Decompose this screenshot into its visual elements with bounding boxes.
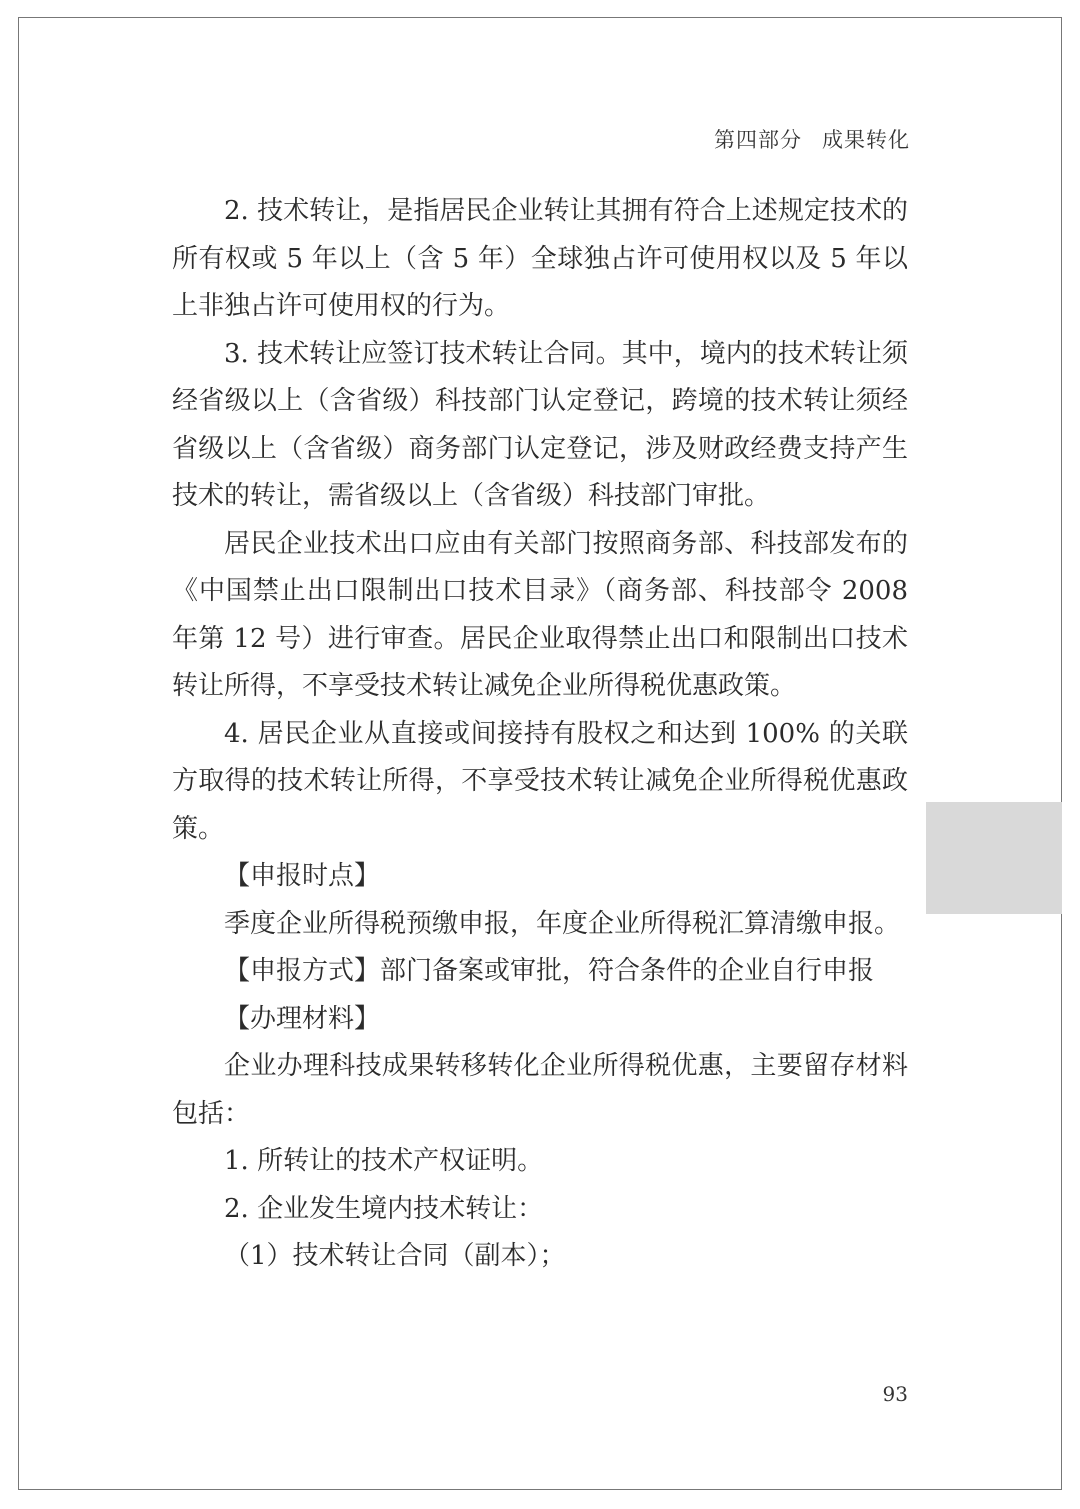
body-text — [172, 188, 908, 1281]
paragraph: 企业办理科技成果转移转化企业所得税优惠，主要留存材料包括： — [172, 1051, 908, 1129]
paragraph: 居民企业技术出口应由有关部门按照商务部、科技部发布的《中国禁止出口限制出口技术目录》（商务部、科技部令 2008 年第 12 号）进行审查。居民企业取得禁止出口和限制出口技术转让所得，不享受技术转让减免企业所得税优惠政策。 — [172, 528, 908, 701]
chapter-thumb-tab — [926, 802, 1062, 914]
page-number: 93 — [882, 1382, 908, 1406]
paragraph: 4. 居民企业从直接或间接持有股权之和达到 100% 的关联方取得的技术转让所得，不享受技术转让减免企业所得税优惠政策。 — [172, 718, 908, 844]
list-item: 2. 企业发生境内技术转让： — [224, 1193, 544, 1224]
paragraph: 季度企业所得税预缴申报，年度企业所得税汇算清缴申报。 — [224, 908, 901, 939]
header-part: 第四部分 — [714, 128, 802, 152]
header-section: 成果转化 — [822, 128, 910, 152]
running-header — [700, 124, 910, 154]
paragraph: 3. 技术转让应签订技术转让合同。其中，境内的技术转让须经省级以上（含省级）科技部门认定登记，跨境的技术转让须经省级以上（含省级）商务部门认定登记，涉及财政经费支持产生技术的转让，需省级以上（含省级）科技部门审批。 — [172, 338, 908, 511]
paragraph: 2. 技术转让，是指居民企业转让其拥有符合上述规定技术的所有权或 5 年以上（含 5 年）全球独占许可使用权以及 5 年以上非独占许可使用权的行为。 — [172, 196, 908, 321]
section-heading-declaration-time: 【申报时点】 — [224, 861, 381, 891]
section-heading-materials: 【办理材料】 — [224, 1003, 381, 1034]
section-declaration-method: 【申报方式】部门备案或审批，符合条件的企业自行申报 — [224, 956, 875, 986]
list-item: 1. 所转让的技术产权证明。 — [224, 1146, 544, 1176]
list-item: （1）技术转让合同（副本）； — [224, 1241, 566, 1271]
